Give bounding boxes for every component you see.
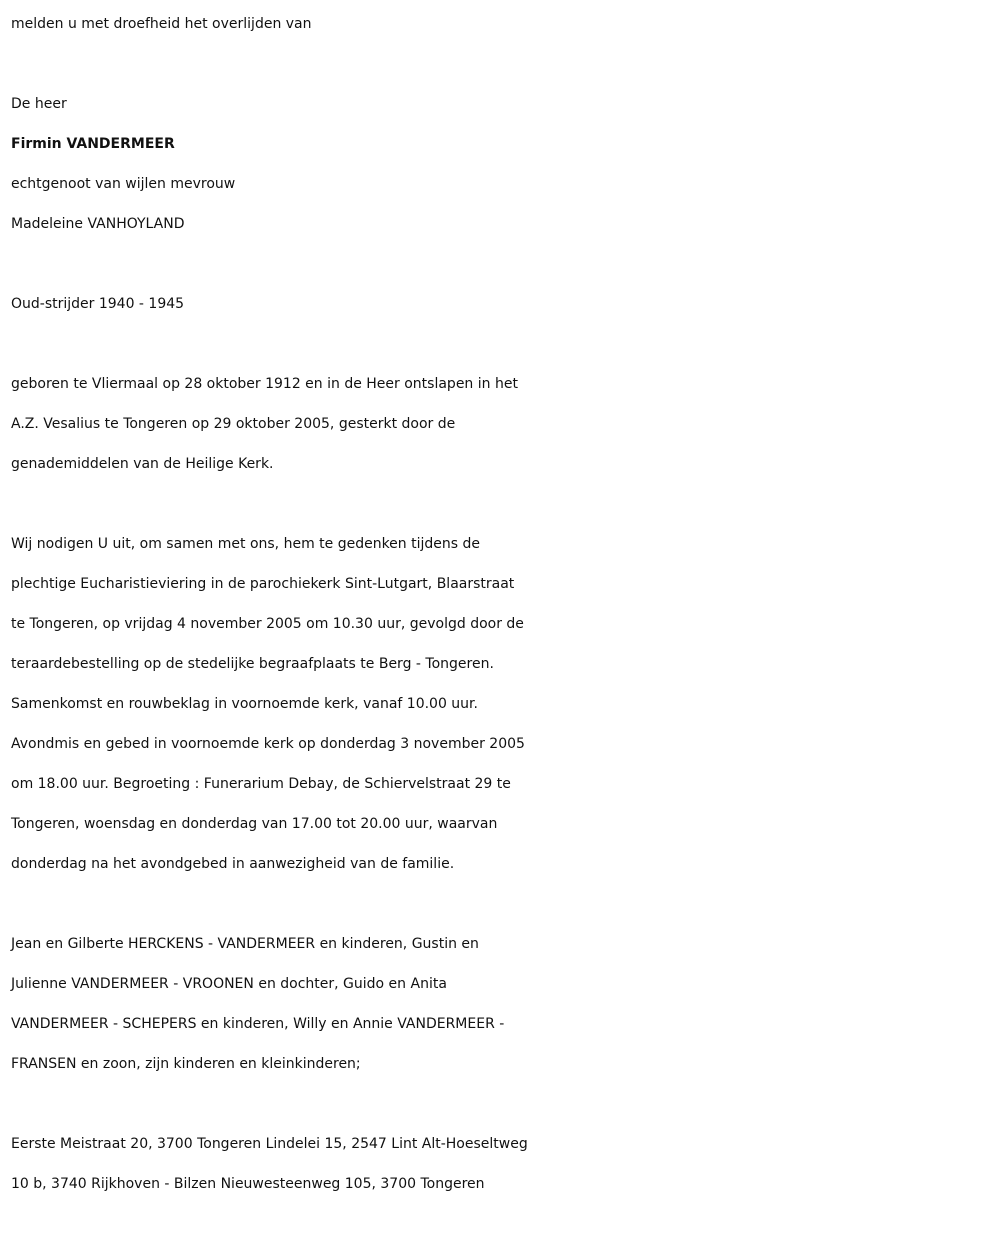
paragraph-line: geboren te Vliermaal op 28 oktober 1912 en in de Heer ontslapen in het bbox=[11, 376, 518, 392]
spouse-name: Madeleine VANHOYLAND bbox=[11, 216, 185, 232]
spacer bbox=[11, 484, 1000, 524]
birth-death-paragraph bbox=[11, 364, 1000, 484]
paragraph-line: te Tongeren, op vrijdag 4 november 2005 om 10.30 uur, gevolgd door de bbox=[11, 616, 524, 632]
salutation: De heer bbox=[11, 96, 67, 112]
address-paragraph bbox=[11, 1124, 1000, 1204]
spacer bbox=[11, 1084, 1000, 1124]
paragraph-line: Avondmis en gebed in voornoemde kerk op donderdag 3 november 2005 bbox=[11, 736, 525, 752]
paragraph-line: VANDERMEER - SCHEPERS en kinderen, Willy en Annie VANDERMEER - bbox=[11, 1016, 505, 1032]
intro-text: melden u met droefheid het overlijden van bbox=[11, 16, 312, 32]
paragraph-line: Samenkomst en rouwbeklag in voornoemde kerk, vanaf 10.00 uur. bbox=[11, 696, 478, 712]
paragraph-line: plechtige Eucharistieviering in de parochiekerk Sint-Lutgart, Blaarstraat bbox=[11, 576, 515, 592]
veteran-text: Oud-strijder 1940 - 1945 bbox=[11, 296, 185, 312]
paragraph-line: Julienne VANDERMEER - VROONEN en dochter, Guido en Anita bbox=[11, 976, 447, 992]
paragraph-line: Jean en Gilberte HERCKENS - VANDERMEER en kinderen, Gustin en bbox=[11, 936, 479, 952]
invitation-paragraph bbox=[11, 524, 1000, 884]
spacer bbox=[11, 884, 1000, 924]
spacer bbox=[11, 244, 1000, 284]
paragraph-line: genademiddelen van de Heilige Kerk. bbox=[11, 456, 274, 472]
deceased-name: Firmin VANDERMEER bbox=[11, 136, 175, 152]
paragraph-line: FRANSEN en zoon, zijn kinderen en kleinkinderen; bbox=[11, 1056, 361, 1072]
paragraph-line: A.Z. Vesalius te Tongeren op 29 oktober 2005, gesterkt door de bbox=[11, 416, 456, 432]
spacer bbox=[11, 44, 1000, 84]
paragraph-line: teraardebestelling op de stedelijke begraafplaats te Berg - Tongeren. bbox=[11, 656, 494, 672]
spouse-intro: echtgenoot van wijlen mevrouw bbox=[11, 176, 236, 192]
paragraph-line: Wij nodigen U uit, om samen met ons, hem te gedenken tijdens de bbox=[11, 536, 481, 552]
paragraph-line: Tongeren, woensdag en donderdag van 17.00 tot 20.00 uur, waarvan bbox=[11, 816, 498, 832]
paragraph-line: Eerste Meistraat 20, 3700 Tongeren Lindelei 15, 2547 Lint Alt-Hoeseltweg bbox=[11, 1136, 528, 1152]
paragraph-line: 10 b, 3740 Rijkhoven - Bilzen Nieuwesteenweg 105, 3700 Tongeren bbox=[11, 1176, 485, 1192]
paragraph-line: donderdag na het avondgebed in aanwezigheid van de familie. bbox=[11, 856, 455, 872]
family-paragraph bbox=[11, 924, 1000, 1084]
paragraph-line: om 18.00 uur. Begroeting : Funerarium Debay, de Schiervelstraat 29 te bbox=[11, 776, 511, 792]
spacer bbox=[11, 324, 1000, 364]
